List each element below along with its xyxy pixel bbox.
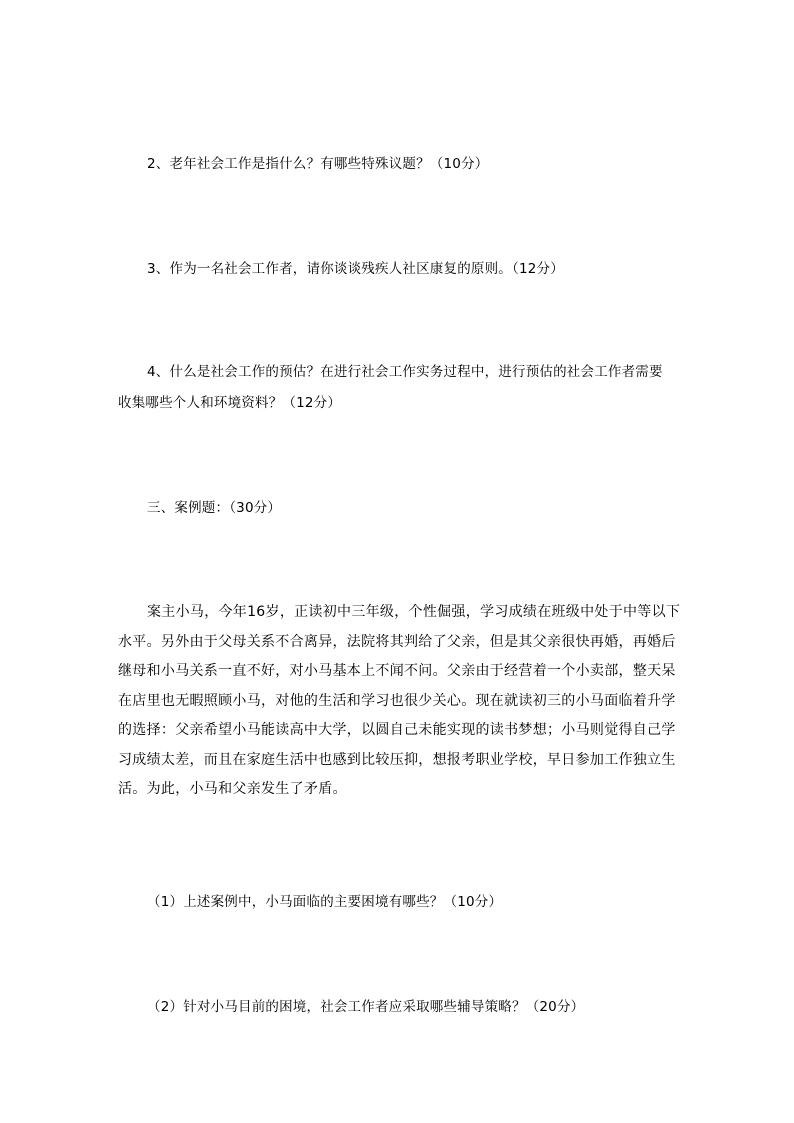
case-line: 在店里也无暇照顾小马，对他的生活和学习也很少关心。现在就读初三的小马面临着升学	[118, 692, 676, 709]
question-4-line-2: 收集哪些个人和环境资料？（12分）	[118, 395, 342, 411]
case-line: 继母和小马关系一直不好，对小马基本上不闻不问。父亲由于经营着一个小卖部，整天呆	[118, 663, 676, 679]
case-line: 案主小马，今年16岁，正读初中三年级，个性倔强，学习成绩在班级中处于中等以下	[147, 604, 681, 620]
case-line: 水平。另外由于父母关系不合离异，法院将其判给了父亲，但是其父亲很快再婚，再婚后	[118, 633, 676, 650]
sub-question-1: （1）上述案例中，小马面临的主要困境有哪些？（10分）	[147, 894, 503, 910]
case-line: 习成绩太差，而且在家庭生活中也感到比较压抑，想报考职业学校，早日参加工作独立生	[118, 751, 676, 768]
case-line: 的选择：父亲希望小马能读高中大学，以圆自己未能实现的读书梦想；小马则觉得自己学	[118, 722, 676, 738]
case-line: 活。为此，小马和父亲发生了矛盾。	[118, 781, 347, 797]
question-4-line-1: 4、什么是社会工作的预估？在进行社会工作实务过程中，进行预估的社会工作者需要	[147, 364, 663, 380]
sub-question-2: （2）针对小马目前的困境，社会工作者应采取哪些辅导策略？（20分）	[147, 999, 585, 1015]
question-3: 3、作为一名社会工作者，请你谈谈残疾人社区康复的原则。（12分）	[147, 261, 564, 277]
case-paragraph	[118, 598, 680, 805]
question-2: 2、老年社会工作是指什么？有哪些特殊议题？（10分）	[147, 156, 489, 172]
section-3-heading: 三、案例题：（30分）	[147, 500, 282, 516]
